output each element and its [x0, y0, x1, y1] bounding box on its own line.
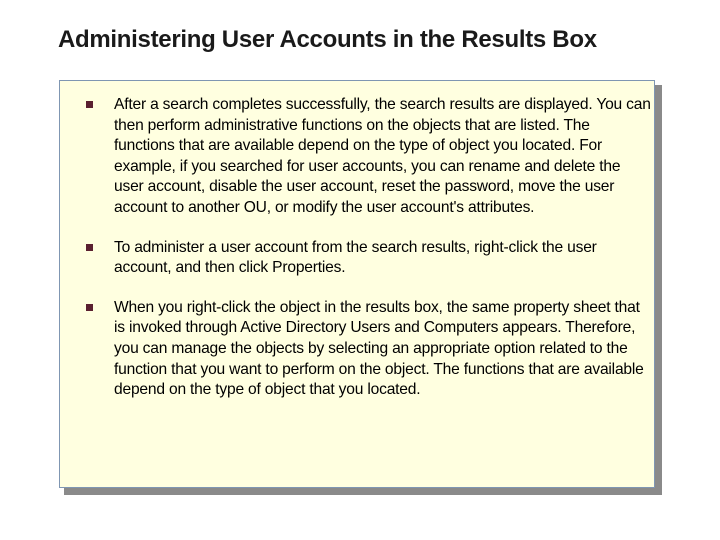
content-box [59, 80, 655, 488]
bullet-list [86, 95, 652, 420]
bullet-text: When you right-click the object in the results box, the same property sheet that is invoked through Active Directory Users and Computers appears. Therefore, you can manage the objects by selecting an appropriate option related to the function that you want to perform on the object. The functions that are available depend on the type of object that you located. [114, 298, 644, 399]
bullet-item-2 [86, 238, 652, 279]
bullet-item-3 [86, 298, 652, 401]
bullet-item-1 [86, 95, 652, 219]
square-bullet-icon [86, 101, 93, 108]
slide-title: Administering User Accounts in the Results Box [58, 26, 597, 53]
square-bullet-icon [86, 304, 93, 311]
bullet-text: To administer a user account from the search results, right-click the user account, and then click Properties. [114, 238, 597, 277]
square-bullet-icon [86, 244, 93, 251]
bullet-text: After a search completes successfully, the search results are displayed. You can then perform administrative functions on the objects that are listed. The functions that are available depend on the type of object you located. For example, if you searched for user accounts, you can rename and delete the user account, disable the user account, reset the password, move the user account to another OU, or modify the user account's attributes. [114, 96, 651, 216]
